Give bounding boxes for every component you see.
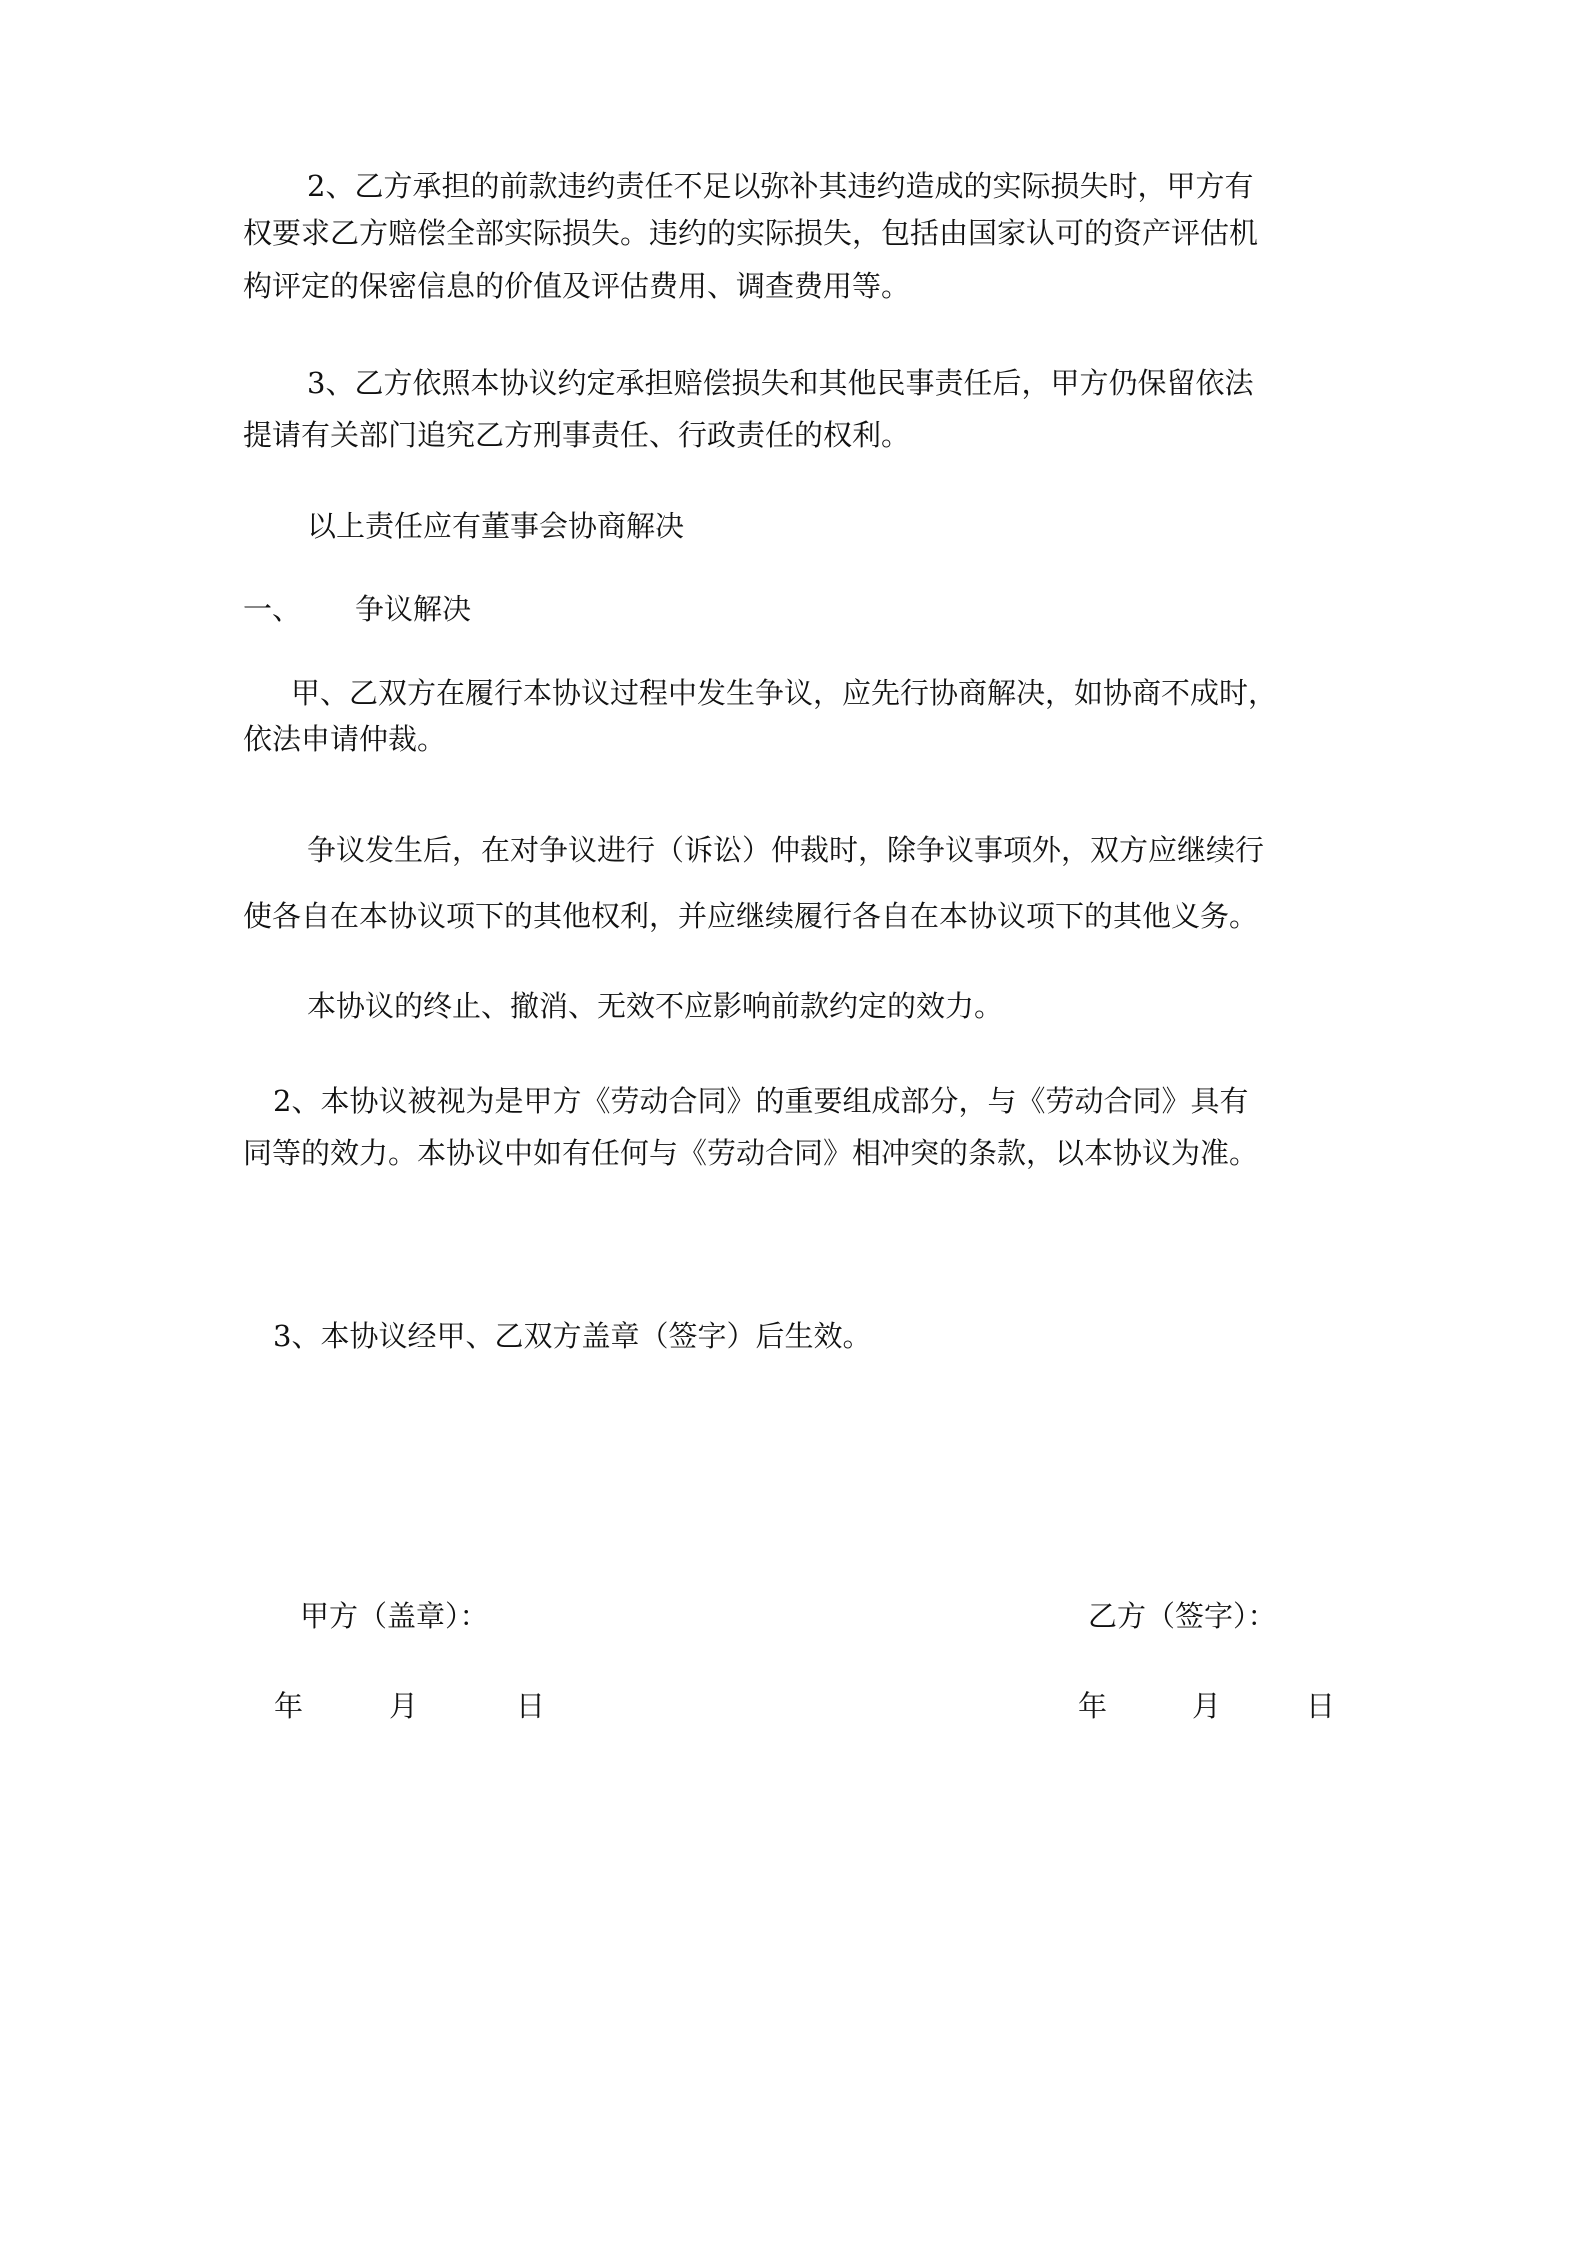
party-b-date-month: 月: [1192, 1689, 1222, 1723]
termination-text: 本协议的终止、撤消、无效不应影响前款约定的效力。: [307, 989, 1004, 1023]
clause2-line2: 权要求乙方赔偿全部实际损失。违约的实际损失，包括由国家认可的资产评估机: [243, 216, 1259, 250]
part-line2: 同等的效力。本协议中如有任何与《劳动合同》相冲突的条款，以本协议为准。: [243, 1136, 1259, 1170]
dispute-line2: 依法申请仲裁。: [243, 722, 447, 756]
section-title: 争议解决: [355, 592, 472, 626]
continue-line1: 争议发生后，在对争议进行（诉讼）仲裁时，除争议事项外，双方应继续行: [307, 833, 1265, 867]
clause2-line3: 构评定的保密信息的价值及评估费用、调查费用等。: [243, 269, 911, 303]
clause3-line1: 3、乙方依照本协议约定承担赔偿损失和其他民事责任后，甲方仍保留依法: [307, 366, 1254, 400]
party-b-date-day: 日: [1306, 1689, 1336, 1723]
section-number: 一、: [243, 592, 302, 626]
party-b-signature-label: 乙方（签字）：: [1088, 1599, 1277, 1633]
part-line1: 2、本协议被视为是甲方《劳动合同》的重要组成部分，与《劳动合同》具有: [273, 1084, 1249, 1118]
party-a-date-year: 年: [274, 1689, 304, 1723]
party-a-date-day: 日: [516, 1689, 546, 1723]
clause2-line1: 2、乙方承担的前款违约责任不足以弥补其违约造成的实际损失时，甲方有: [307, 169, 1254, 203]
party-b-date-year: 年: [1078, 1689, 1108, 1723]
party-a-signature-label: 甲方（盖章）：: [300, 1599, 489, 1633]
board-note: 以上责任应有董事会协商解决: [307, 509, 685, 543]
clause3-line2: 提请有关部门追究乙方刑事责任、行政责任的权利。: [243, 418, 911, 452]
party-a-date-month: 月: [389, 1689, 419, 1723]
continue-line2: 使各自在本协议项下的其他权利，并应继续履行各自在本协议项下的其他义务。: [243, 899, 1259, 933]
effective-text: 3、本协议经甲、乙双方盖章（签字）后生效。: [273, 1319, 872, 1353]
dispute-line1: 甲、乙双方在履行本协议过程中发生争议，应先行协商解决，如协商不成时，: [291, 676, 1278, 710]
